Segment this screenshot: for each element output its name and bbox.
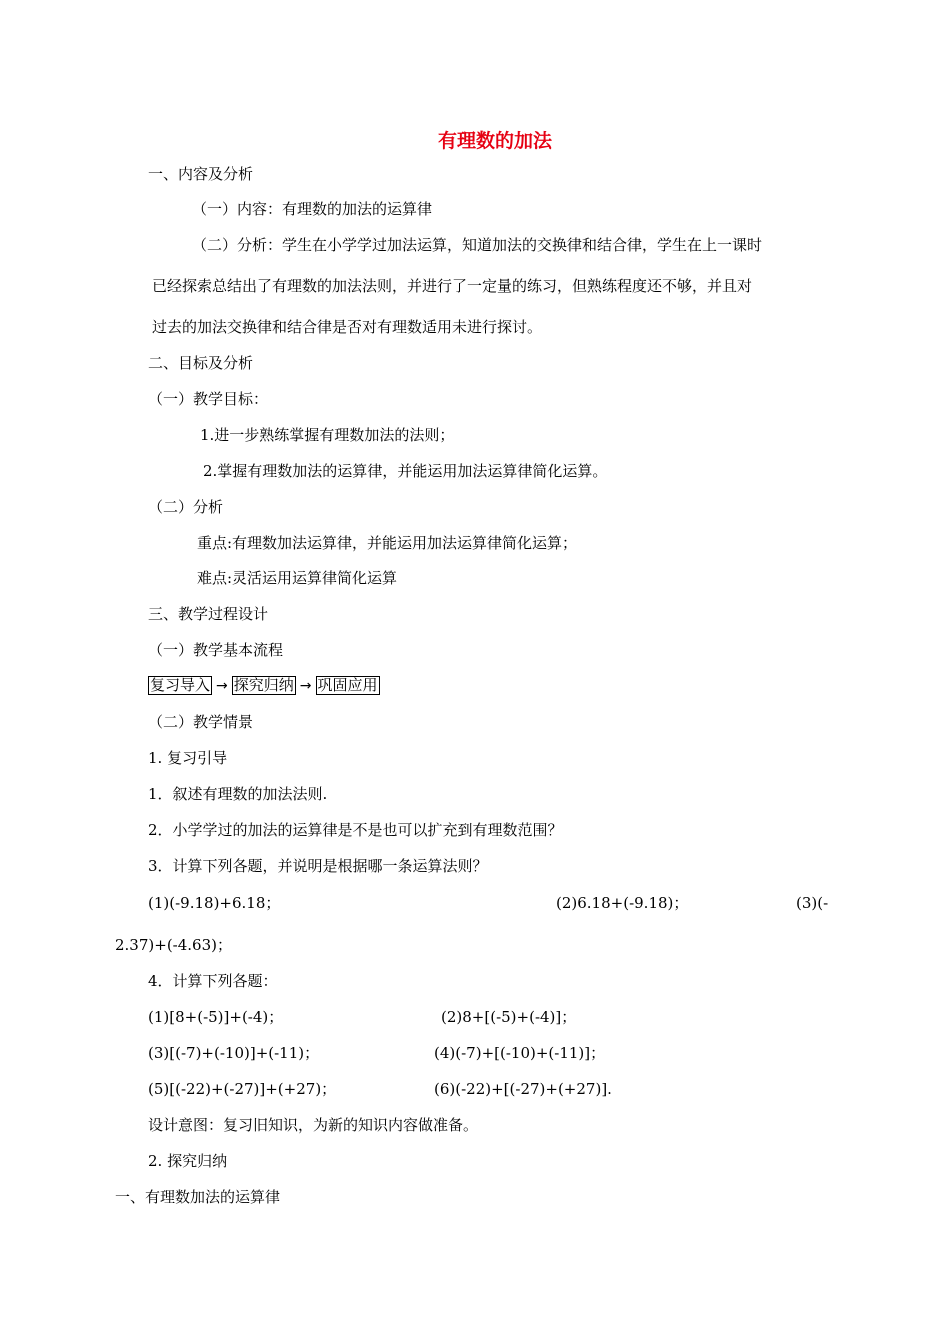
analysis-heading: （二）分析 — [148, 498, 224, 516]
q3-item-3-end: 2.37)+(-4.63)； — [115, 936, 232, 954]
review-heading: 1. 复习引导 — [148, 749, 228, 767]
section-3-heading: 三、教学过程设计 — [148, 605, 269, 623]
q3-item-2: (2)6.18+(-9.18)； — [556, 894, 689, 912]
section-1-heading: 一、内容及分析 — [148, 165, 254, 183]
scene-heading: （二）教学情景 — [148, 713, 254, 731]
goals-heading: （一）教学目标： — [148, 390, 269, 408]
question-3: 3．计算下列各题，并说明是根据哪一条运算法则？ — [148, 857, 488, 875]
analysis-line-1: （二）分析：学生在小学学过加法运算，知道加法的交换律和结合律，学生在上一课时 — [192, 236, 763, 254]
analysis-line-3: 过去的加法交换律和结合律是否对有理数适用未进行探讨。 — [152, 318, 543, 336]
question-4: 4．计算下列各题： — [148, 972, 278, 990]
question-1: 1．叙述有理数的加法法则. — [148, 785, 328, 803]
goal-1: 1.进一步熟练掌握有理数加法的法则； — [200, 426, 455, 444]
teaching-flow — [148, 676, 380, 695]
arrow-right-icon: → — [299, 677, 312, 694]
law-heading: 一、有理数加法的运算律 — [115, 1188, 281, 1206]
content-line: （一）内容：有理数的加法的运算律 — [192, 200, 433, 218]
question-2: 2．小学学过的加法的运算律是不是也可以扩充到有理数范围？ — [148, 821, 563, 839]
flow-step-2: 探究归纳 — [233, 676, 294, 694]
q3-item-3-start: (3)(- — [796, 894, 829, 912]
design-intent: 设计意图：复习旧知识，为新的知识内容做准备。 — [148, 1116, 479, 1134]
q3-item-1: (1)(-9.18)+6.18； — [148, 894, 281, 912]
q4-item-4: (4)(-7)+[(-10)+(-11)]； — [434, 1044, 606, 1062]
page-title: 有理数的加法 — [437, 130, 552, 152]
q4-item-1: (1)[8+(-5)]+(-4)； — [148, 1008, 284, 1026]
explore-heading: 2. 探究归纳 — [148, 1152, 228, 1170]
section-2-heading: 二、目标及分析 — [148, 354, 254, 372]
q4-item-6: (6)(-22)+[(-27)+(+27)]. — [434, 1080, 612, 1098]
difficulty-point: 难点:灵活运用运算律简化运算 — [197, 569, 398, 587]
flow-step-3: 巩固应用 — [317, 676, 378, 694]
q4-item-3: (3)[(-7)+(-10)]+(-11)； — [148, 1044, 320, 1062]
flow-step-1: 复习导入 — [150, 676, 211, 694]
arrow-right-icon: → — [216, 677, 228, 694]
goal-2: 2.掌握有理数加法的运算律，并能运用加法运算律简化运算。 — [203, 462, 608, 480]
q4-item-5: (5)[(-22)+(-27)]+(+27)； — [148, 1080, 337, 1098]
q4-item-2: (2)8+[(-5)+(-4)]； — [441, 1008, 577, 1026]
analysis-line-2: 已经探索总结出了有理数的加法法则，并进行了一定量的练习，但熟练程度还不够，并且对 — [152, 277, 753, 295]
flow-heading: （一）教学基本流程 — [148, 641, 284, 659]
key-point: 重点:有理数加法运算律，并能运用加法运算律简化运算； — [197, 534, 578, 552]
